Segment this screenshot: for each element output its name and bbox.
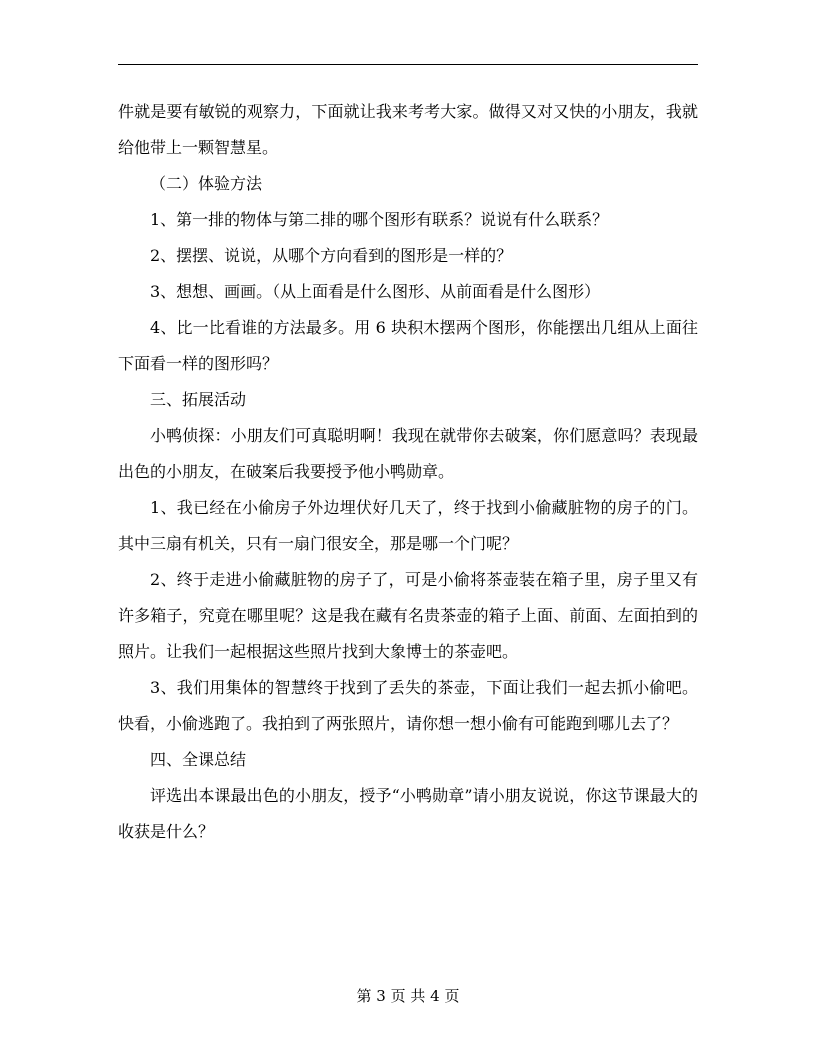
- list-item: 3、想想、画画。（从上面看是什么图形、从前面看是什么图形）: [150, 282, 601, 301]
- paragraph: 评选出本课最出色的小朋友，授予“小鸭勋章”请小朋友说说，你这节课最大的收获是什么？: [118, 786, 698, 841]
- list-item: 4、比一比看谁的方法最多。用 6 块积木摆两个图形，你能摆出几组从上面往下面看一样的图形吗？: [118, 318, 698, 373]
- section-heading: 四、全课总结: [150, 750, 247, 769]
- paragraph: 件就是要有敏锐的观察力，下面就让我来考考大家。做得又对又快的小朋友，我就给他带上一颗智慧星。: [118, 102, 698, 157]
- list-item: 1、我已经在小偷房子外边埋伏好几天了，终于找到小偷藏脏物的房子的门。其中三扇有机关，只有一扇门很安全，那是哪一个门呢？: [118, 498, 698, 553]
- section-heading: 三、拓展活动: [150, 390, 247, 409]
- list-item: 3、我们用集体的智慧终于找到了丢失的茶壶，下面让我们一起去抓小偷吧。快看，小偷逃跑了。我拍到了两张照片，请你想一想小偷有可能跑到哪儿去了？: [118, 678, 698, 733]
- list-item: 2、终于走进小偷藏脏物的房子了，可是小偷将茶壶装在箱子里，房子里又有许多箱子，究竟在哪里呢？这是我在藏有名贵茶壶的箱子上面、前面、左面拍到的照片。让我们一起根据这些照片找到大象博士的茶壶吧。: [118, 570, 698, 661]
- list-item: 1、第一排的物体与第二排的哪个图形有联系？说说有什么联系？: [150, 210, 609, 229]
- list-item: 2、摆摆、说说，从哪个方向看到的图形是一样的？: [150, 246, 513, 265]
- header-rule: [118, 64, 698, 65]
- page-body: [118, 94, 698, 850]
- page-footer: 第 3 页 共 4 页: [356, 987, 460, 1005]
- paragraph: 小鸭侦探：小朋友们可真聪明啊！我现在就带你去破案，你们愿意吗？表现最出色的小朋友，在破案后我要授予他小鸭勋章。: [118, 426, 698, 481]
- section-heading: （二）体验方法: [150, 174, 263, 193]
